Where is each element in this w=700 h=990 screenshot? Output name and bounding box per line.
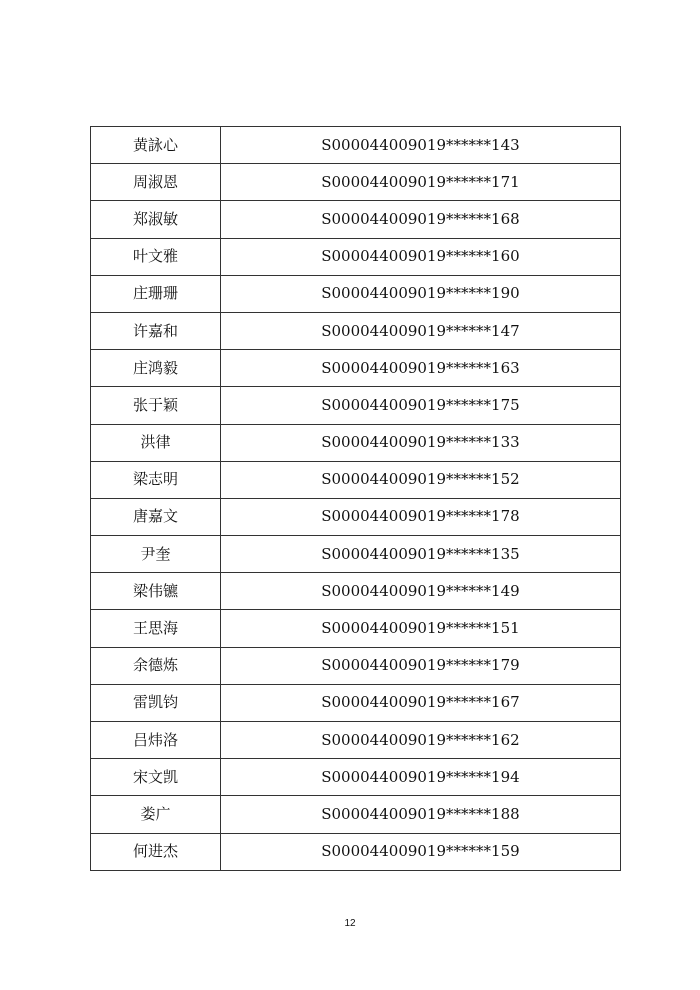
name-cell: 余德炼	[91, 647, 221, 684]
name-cell: 唐嘉文	[91, 498, 221, 535]
id-cell: S000044009019******159	[220, 833, 620, 870]
name-cell: 洪律	[91, 424, 221, 461]
table-row	[91, 387, 621, 424]
id-cell: S000044009019******171	[220, 164, 620, 201]
id-cell: S000044009019******175	[220, 387, 620, 424]
name-cell: 雷凯钧	[91, 684, 221, 721]
table-row	[91, 536, 621, 573]
name-cell: 张于颖	[91, 387, 221, 424]
table-row	[91, 647, 621, 684]
name-cell: 梁志明	[91, 461, 221, 498]
table-row	[91, 461, 621, 498]
id-cell: S000044009019******188	[220, 796, 620, 833]
name-cell: 何进杰	[91, 833, 221, 870]
id-cell: S000044009019******152	[220, 461, 620, 498]
id-cell: S000044009019******135	[220, 536, 620, 573]
table-row	[91, 424, 621, 461]
id-cell: S000044009019******149	[220, 573, 620, 610]
name-cell: 娄广	[91, 796, 221, 833]
name-cell: 叶文雅	[91, 238, 221, 275]
page-number: 12	[344, 918, 356, 929]
roster-table-body	[91, 127, 621, 871]
table-row	[91, 127, 621, 164]
table-row	[91, 350, 621, 387]
table-row	[91, 498, 621, 535]
table-row	[91, 573, 621, 610]
table-row	[91, 275, 621, 312]
id-cell: S000044009019******179	[220, 647, 620, 684]
name-cell: 吕炜洛	[91, 722, 221, 759]
id-cell: S000044009019******167	[220, 684, 620, 721]
id-cell: S000044009019******178	[220, 498, 620, 535]
id-cell: S000044009019******162	[220, 722, 620, 759]
table-row	[91, 238, 621, 275]
id-cell: S000044009019******151	[220, 610, 620, 647]
table-row	[91, 796, 621, 833]
table-row	[91, 312, 621, 349]
name-cell: 庄珊珊	[91, 275, 221, 312]
name-cell: 梁伟镳	[91, 573, 221, 610]
table-row	[91, 164, 621, 201]
id-cell: S000044009019******133	[220, 424, 620, 461]
id-cell: S000044009019******163	[220, 350, 620, 387]
id-cell: S000044009019******147	[220, 312, 620, 349]
table-row	[91, 722, 621, 759]
name-cell: 宋文凯	[91, 759, 221, 796]
name-cell: 黄詠心	[91, 127, 221, 164]
name-cell: 尹奎	[91, 536, 221, 573]
id-cell: S000044009019******190	[220, 275, 620, 312]
roster-table	[90, 126, 621, 871]
table-row	[91, 610, 621, 647]
id-cell: S000044009019******160	[220, 238, 620, 275]
name-cell: 王思海	[91, 610, 221, 647]
name-cell: 周淑恩	[91, 164, 221, 201]
name-cell: 庄鸿毅	[91, 350, 221, 387]
id-cell: S000044009019******168	[220, 201, 620, 238]
table-row	[91, 684, 621, 721]
name-cell: 郑淑敏	[91, 201, 221, 238]
id-cell: S000044009019******194	[220, 759, 620, 796]
table-row	[91, 759, 621, 796]
table-row	[91, 201, 621, 238]
table-row	[91, 833, 621, 870]
id-cell: S000044009019******143	[220, 127, 620, 164]
name-cell: 许嘉和	[91, 312, 221, 349]
